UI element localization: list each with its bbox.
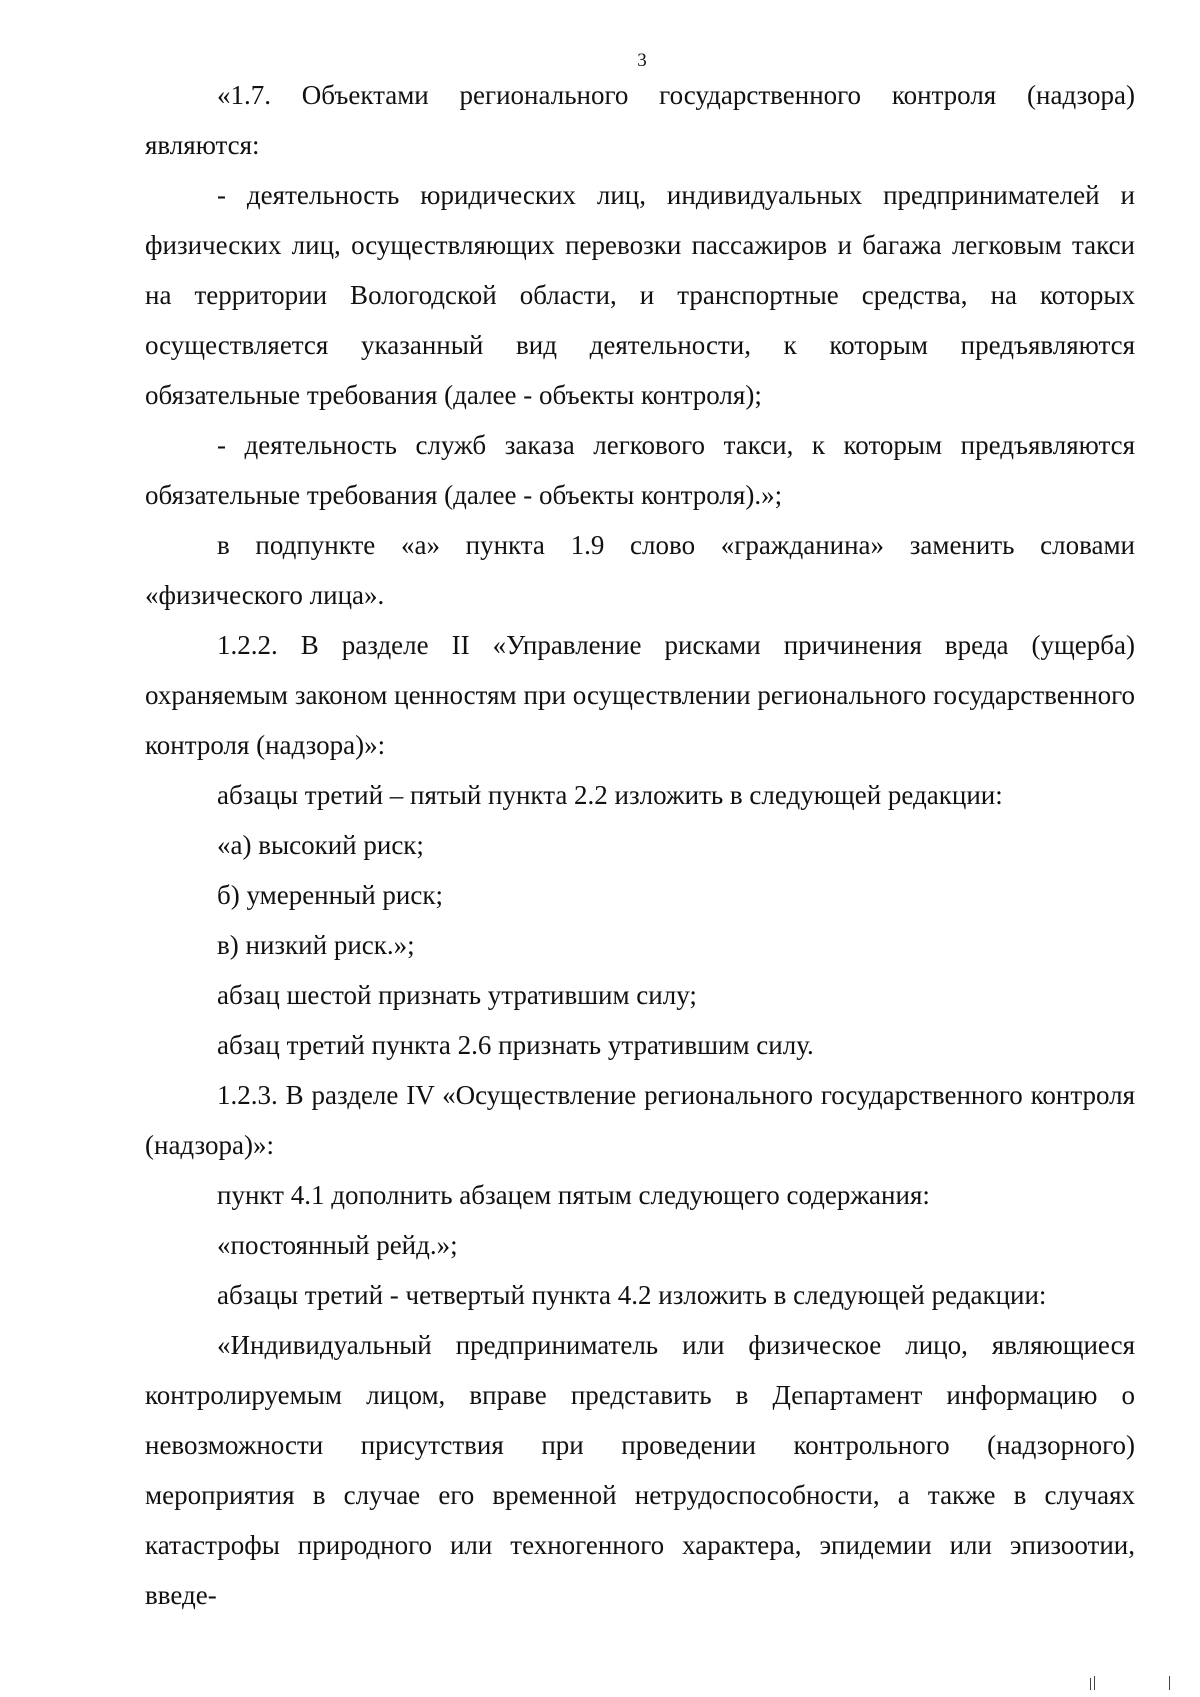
paragraph-taxi-activity: - деятельность юридических лиц, индивидуальных предпринимателей и физических лиц, осуществляющих перевозки пассажиров и багажа легковым такси на территории Вологодской области, и транспортные средства, на которых осуществляется указанный вид деятельности, к которым предъявляются обязательные требования (далее - объекты контроля);	[145, 180, 1135, 410]
list-item-moderate-risk: б) умеренный риск;	[217, 880, 443, 910]
scan-mark-middle	[1094, 1676, 1095, 1690]
paragraph-individual-entrepreneur: «Индивидуальный предприниматель или физическое лицо, являющиеся контролируемым лицом, вправе представить в Департамент информацию о невозможности присутствия при проведении контрольного (надзорного) мероприятия в случае его временной нетрудоспособности, а также в случаях катастрофы природного или техногенного характера, эпидемии или эпизоотии, введе-	[145, 1330, 1135, 1610]
list-item-low-risk: в) низкий риск.»;	[217, 930, 415, 960]
scan-mark-right	[1169, 1676, 1170, 1690]
scan-mark-left	[1090, 1678, 1091, 1690]
list-item-high-risk: «а) высокий риск;	[217, 830, 424, 860]
paragraph-subpoint-a: в подпункте «а» пункта 1.9 слово «гражданина» заменить словами «физического лица».	[145, 530, 1135, 610]
paragraph-objects-definition: «1.7. Объектами регионального государственного контроля (надзора) являются:	[145, 80, 1135, 160]
document-body	[145, 70, 1135, 1620]
paragraph-point-2-2: абзацы третий – пятый пункта 2.2 изложить в следующей редакции:	[217, 780, 1003, 810]
paragraph-section-ii: 1.2.2. В разделе II «Управление рисками причинения вреда (ущерба) охраняемым законом ценностям при осуществлении регионального государственного контроля (надзора)»:	[145, 630, 1135, 760]
paragraph-section-iv: 1.2.3. В разделе IV «Осуществление регионального государственного контроля (надзора)»:	[145, 1080, 1135, 1160]
paragraph-point-4-1: пункт 4.1 дополнить абзацем пятым следующего содержания:	[217, 1180, 930, 1210]
paragraph-sixth-invalid: абзац шестой признать утратившим силу;	[217, 980, 697, 1010]
page-number: 3	[637, 50, 647, 71]
paragraph-taxi-services: - деятельность служб заказа легкового такси, к которым предъявляются обязательные требования (далее - объекты контроля).»;	[145, 430, 1135, 510]
paragraph-point-2-6: абзац третий пункта 2.6 признать утратившим силу.	[217, 1030, 814, 1060]
paragraph-point-4-2: абзацы третий - четвертый пункта 4.2 изложить в следующей редакции:	[217, 1280, 1047, 1310]
paragraph-permanent-raid: «постоянный рейд.»;	[217, 1230, 458, 1260]
